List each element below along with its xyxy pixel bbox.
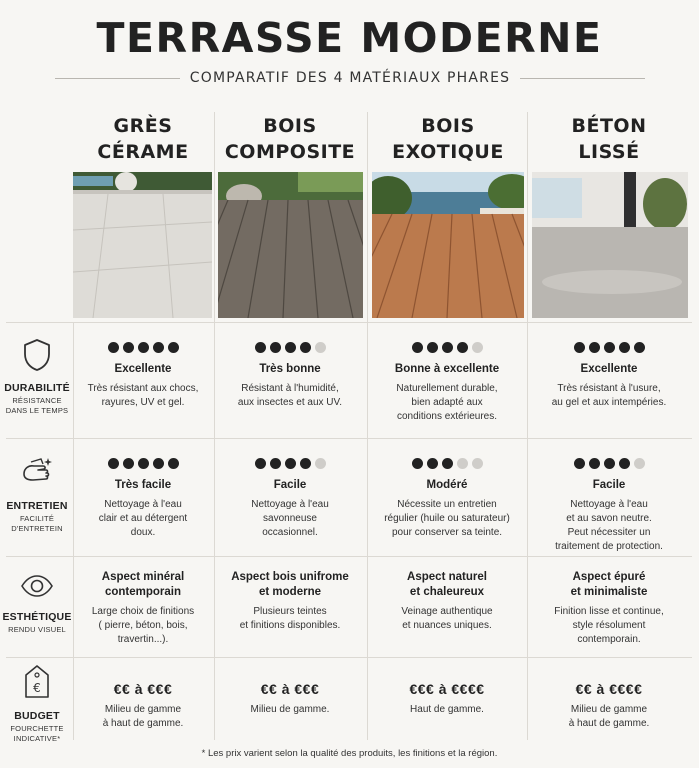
- cell-description: [215, 382, 365, 410]
- cell-heading: Modéré: [426, 479, 468, 491]
- cleaning-hand-icon: [0, 454, 74, 495]
- column-header-line: GRÈS: [113, 115, 173, 137]
- rating-dot-empty: [457, 458, 468, 469]
- desc-line: rayures, UV et gel.: [101, 397, 185, 408]
- cell-budget-gres: [68, 681, 218, 731]
- rating-dot-filled: [457, 342, 468, 353]
- divider: [55, 78, 180, 79]
- cell-description: [215, 498, 365, 540]
- rating-dot-empty: [472, 342, 483, 353]
- column-header-line: BOIS: [421, 115, 475, 137]
- desc-line: Nettoyage à l'eau: [251, 499, 329, 510]
- cell-description: [534, 382, 684, 410]
- rating-dots: [372, 342, 522, 354]
- row-label-entretien: [0, 454, 74, 534]
- cell-esthetique-exotique: [372, 570, 522, 633]
- row-label-sub: DANS LE TEMPS: [5, 406, 69, 415]
- cell-heading: Aspect bois unifrome: [231, 571, 349, 583]
- column-divider: [367, 112, 368, 740]
- row-label-title: ENTRETIEN: [6, 500, 68, 512]
- rating-dot-filled: [153, 458, 164, 469]
- cell-esthetique-gres: [68, 570, 218, 647]
- rating-dots: [68, 342, 218, 354]
- row-label-sub: D'ENTRETEIN: [11, 524, 63, 533]
- euro-tag-icon: [0, 664, 74, 705]
- rating-dot-filled: [442, 458, 453, 469]
- rating-dot-empty: [472, 458, 483, 469]
- cell-description: [372, 498, 522, 540]
- desc-line: aux insectes et aux UV.: [237, 397, 343, 408]
- rating-dot-filled: [285, 342, 296, 353]
- desc-line: Très résistant aux chocs,: [87, 383, 199, 394]
- rating-dots: [68, 458, 218, 470]
- subtitle: COMPARATIF DES 4 MATÉRIAUX PHARES: [189, 70, 511, 86]
- desc-line: et nuances uniques.: [402, 620, 492, 631]
- cell-heading: et chaleureux: [409, 586, 485, 598]
- rating-dot-filled: [604, 342, 615, 353]
- rating-dot-empty: [634, 458, 645, 469]
- desc-line: traitement de protection.: [555, 541, 663, 552]
- rating-dot-empty: [315, 342, 326, 353]
- rating-dot-filled: [270, 458, 281, 469]
- row-label-sub: INDICATIVE*: [13, 734, 61, 743]
- desc-line: Milieu de gamme.: [250, 704, 330, 715]
- cell-description: [372, 605, 522, 633]
- cell-esthetique-beton: [534, 570, 684, 647]
- cell-heading: Excellente: [114, 363, 172, 375]
- row-label-title: ESTHÉTIQUE: [2, 611, 72, 623]
- rating-dot-filled: [574, 342, 585, 353]
- desc-line: au gel et aux intempéries.: [551, 397, 667, 408]
- divider: [520, 78, 645, 79]
- cell-durabilite-composite: [215, 342, 365, 410]
- cell-heading: Bonne à excellente: [394, 363, 500, 375]
- cell-heading: Aspect naturel: [407, 571, 487, 583]
- desc-line: Nécessite un entretien: [397, 499, 497, 510]
- rating-dot-filled: [138, 458, 149, 469]
- column-header-bois-composite: [215, 113, 365, 165]
- rating-dots: [534, 342, 684, 354]
- cell-description: [68, 382, 218, 410]
- rating-dot-filled: [168, 342, 179, 353]
- rating-dot-filled: [427, 458, 438, 469]
- cell-description: [68, 703, 218, 731]
- column-header-line: BÉTON: [571, 115, 647, 137]
- desc-line: Nettoyage à l'eau: [570, 499, 648, 510]
- desc-line: Plusieurs teintes: [253, 606, 327, 617]
- desc-line: savonneuse: [263, 513, 317, 524]
- column-header-bois-exotique: [373, 113, 523, 165]
- row-label-sub: RÉSISTANCE: [12, 396, 62, 405]
- rating-dot-filled: [138, 342, 149, 353]
- cell-durabilite-exotique: [372, 342, 522, 424]
- column-divider: [527, 112, 528, 740]
- column-header-line: BOIS: [263, 115, 317, 137]
- cell-budget-composite: [215, 681, 365, 717]
- desc-line: Large choix de finitions: [91, 606, 195, 617]
- desc-line: bien adapté aux: [411, 397, 483, 408]
- column-header-line: EXOTIQUE: [392, 141, 504, 163]
- cell-esthetique-composite: [215, 570, 365, 633]
- desc-line: clair et au détergent: [98, 513, 188, 524]
- cell-heading: Très bonne: [259, 363, 321, 375]
- rating-dot-filled: [427, 342, 438, 353]
- cell-entretien-exotique: [372, 458, 522, 540]
- cell-heading: Facile: [273, 479, 307, 491]
- row-label-budget: [0, 664, 74, 744]
- photo-bois-composite: [218, 172, 363, 318]
- desc-line: ( pierre, béton, bois,: [98, 620, 188, 631]
- column-header-beton-lisse: [534, 113, 684, 165]
- row-divider: [6, 438, 692, 439]
- cell-description: [68, 605, 218, 647]
- cell-budget-exotique: [372, 681, 522, 717]
- rating-dot-filled: [634, 342, 645, 353]
- desc-line: Nettoyage à l'eau: [104, 499, 182, 510]
- rating-dot-filled: [412, 458, 423, 469]
- row-divider: [6, 556, 692, 557]
- rating-dot-filled: [123, 342, 134, 353]
- desc-line: et finitions disponibles.: [239, 620, 341, 631]
- cell-budget-beton: [534, 681, 684, 731]
- rating-dot-empty: [315, 458, 326, 469]
- cell-entretien-beton: [534, 458, 684, 554]
- desc-line: Naturellement durable,: [396, 383, 498, 394]
- row-label-durabilite: [0, 338, 74, 416]
- desc-line: Milieu de gamme: [570, 704, 648, 715]
- desc-line: occasionnel.: [262, 527, 318, 538]
- cell-heading: et minimaliste: [570, 586, 648, 598]
- cell-entretien-gres: [68, 458, 218, 540]
- column-header-line: COMPOSITE: [224, 141, 356, 163]
- cell-description: [68, 498, 218, 540]
- desc-line: Haut de gamme.: [410, 704, 484, 715]
- cell-heading: Aspect minéral: [101, 571, 185, 583]
- price-range: €€ à €€€: [113, 681, 173, 697]
- rating-dot-filled: [108, 458, 119, 469]
- cell-description: [534, 703, 684, 731]
- cell-description: [372, 382, 522, 424]
- desc-line: à haut de gamme.: [568, 718, 650, 729]
- rating-dot-filled: [270, 342, 281, 353]
- cell-description: [534, 605, 684, 647]
- rating-dot-filled: [300, 342, 311, 353]
- row-label-sub: FOURCHETTE: [10, 724, 64, 733]
- desc-line: Peut nécessiter un: [567, 527, 651, 538]
- rating-dot-filled: [412, 342, 423, 353]
- desc-line: doux.: [130, 527, 156, 538]
- desc-line: régulier (huile ou saturateur): [384, 513, 510, 524]
- cell-entretien-composite: [215, 458, 365, 540]
- rating-dot-filled: [574, 458, 585, 469]
- desc-line: et au savon neutre.: [566, 513, 652, 524]
- desc-line: conditions extérieures.: [396, 411, 498, 422]
- subtitle-bar: [55, 68, 645, 88]
- desc-line: Très résistant à l'usure,: [557, 383, 661, 394]
- cell-description: [215, 703, 365, 717]
- price-range: €€ à €€€€: [575, 681, 643, 697]
- rating-dot-filled: [604, 458, 615, 469]
- desc-line: travertin...).: [117, 634, 169, 645]
- row-divider: [6, 657, 692, 658]
- row-label-title: BUDGET: [14, 710, 60, 722]
- rating-dot-filled: [589, 458, 600, 469]
- price-range: €€€ à €€€€: [409, 681, 485, 697]
- page-title: TERRASSE MODERNE: [96, 14, 603, 62]
- cell-description: [372, 703, 522, 717]
- rating-dots: [534, 458, 684, 470]
- cell-heading: et moderne: [259, 586, 321, 598]
- cell-description: [215, 605, 365, 633]
- rating-dots: [215, 342, 365, 354]
- rating-dots: [372, 458, 522, 470]
- shield-icon: [0, 338, 74, 377]
- rating-dot-filled: [442, 342, 453, 353]
- cell-heading: Aspect épuré: [572, 571, 646, 583]
- photo-gres-cerame: [73, 172, 212, 318]
- column-header-line: CÉRAME: [97, 141, 189, 163]
- desc-line: Résistant à l'humidité,: [241, 383, 339, 394]
- cell-description: [534, 498, 684, 554]
- row-label-sub: RENDU VISUEL: [8, 625, 66, 634]
- rating-dot-filled: [153, 342, 164, 353]
- cell-heading: Très facile: [114, 479, 172, 491]
- euro-glyph: €: [33, 681, 41, 695]
- price-range: €€ à €€€: [260, 681, 320, 697]
- row-label-title: DURABILITÉ: [4, 382, 70, 394]
- row-label-sub: FACILITÉ: [19, 514, 55, 523]
- photo-beton-lisse: [532, 172, 688, 318]
- column-header-gres-cerame: [68, 113, 218, 165]
- cell-durabilite-gres: [68, 342, 218, 410]
- desc-line: à haut de gamme.: [102, 718, 184, 729]
- row-label-esthetique: [0, 574, 74, 635]
- rating-dot-filled: [285, 458, 296, 469]
- rating-dot-filled: [108, 342, 119, 353]
- row-divider: [6, 322, 692, 323]
- photo-bois-exotique: [372, 172, 524, 318]
- cell-heading: contemporain: [104, 586, 182, 598]
- desc-line: style résolument: [572, 620, 646, 631]
- eye-icon: [0, 574, 74, 603]
- rating-dot-filled: [619, 342, 630, 353]
- cell-durabilite-beton: [534, 342, 684, 410]
- desc-line: contemporain.: [577, 634, 641, 645]
- rating-dot-filled: [589, 342, 600, 353]
- rating-dot-filled: [123, 458, 134, 469]
- footnote: * Les prix varient selon la qualité des produits, les finitions et la région.: [201, 748, 498, 759]
- rating-dot-filled: [255, 458, 266, 469]
- desc-line: Finition lisse et continue,: [554, 606, 664, 617]
- cell-heading: Facile: [592, 479, 626, 491]
- desc-line: Veinage authentique: [401, 606, 493, 617]
- rating-dot-filled: [300, 458, 311, 469]
- desc-line: pour conserver sa teinte.: [391, 527, 503, 538]
- column-header-line: LISSÉ: [578, 141, 640, 163]
- rating-dot-filled: [619, 458, 630, 469]
- cell-heading: Excellente: [580, 363, 638, 375]
- rating-dot-filled: [168, 458, 179, 469]
- rating-dot-filled: [255, 342, 266, 353]
- desc-line: Milieu de gamme: [104, 704, 182, 715]
- rating-dots: [215, 458, 365, 470]
